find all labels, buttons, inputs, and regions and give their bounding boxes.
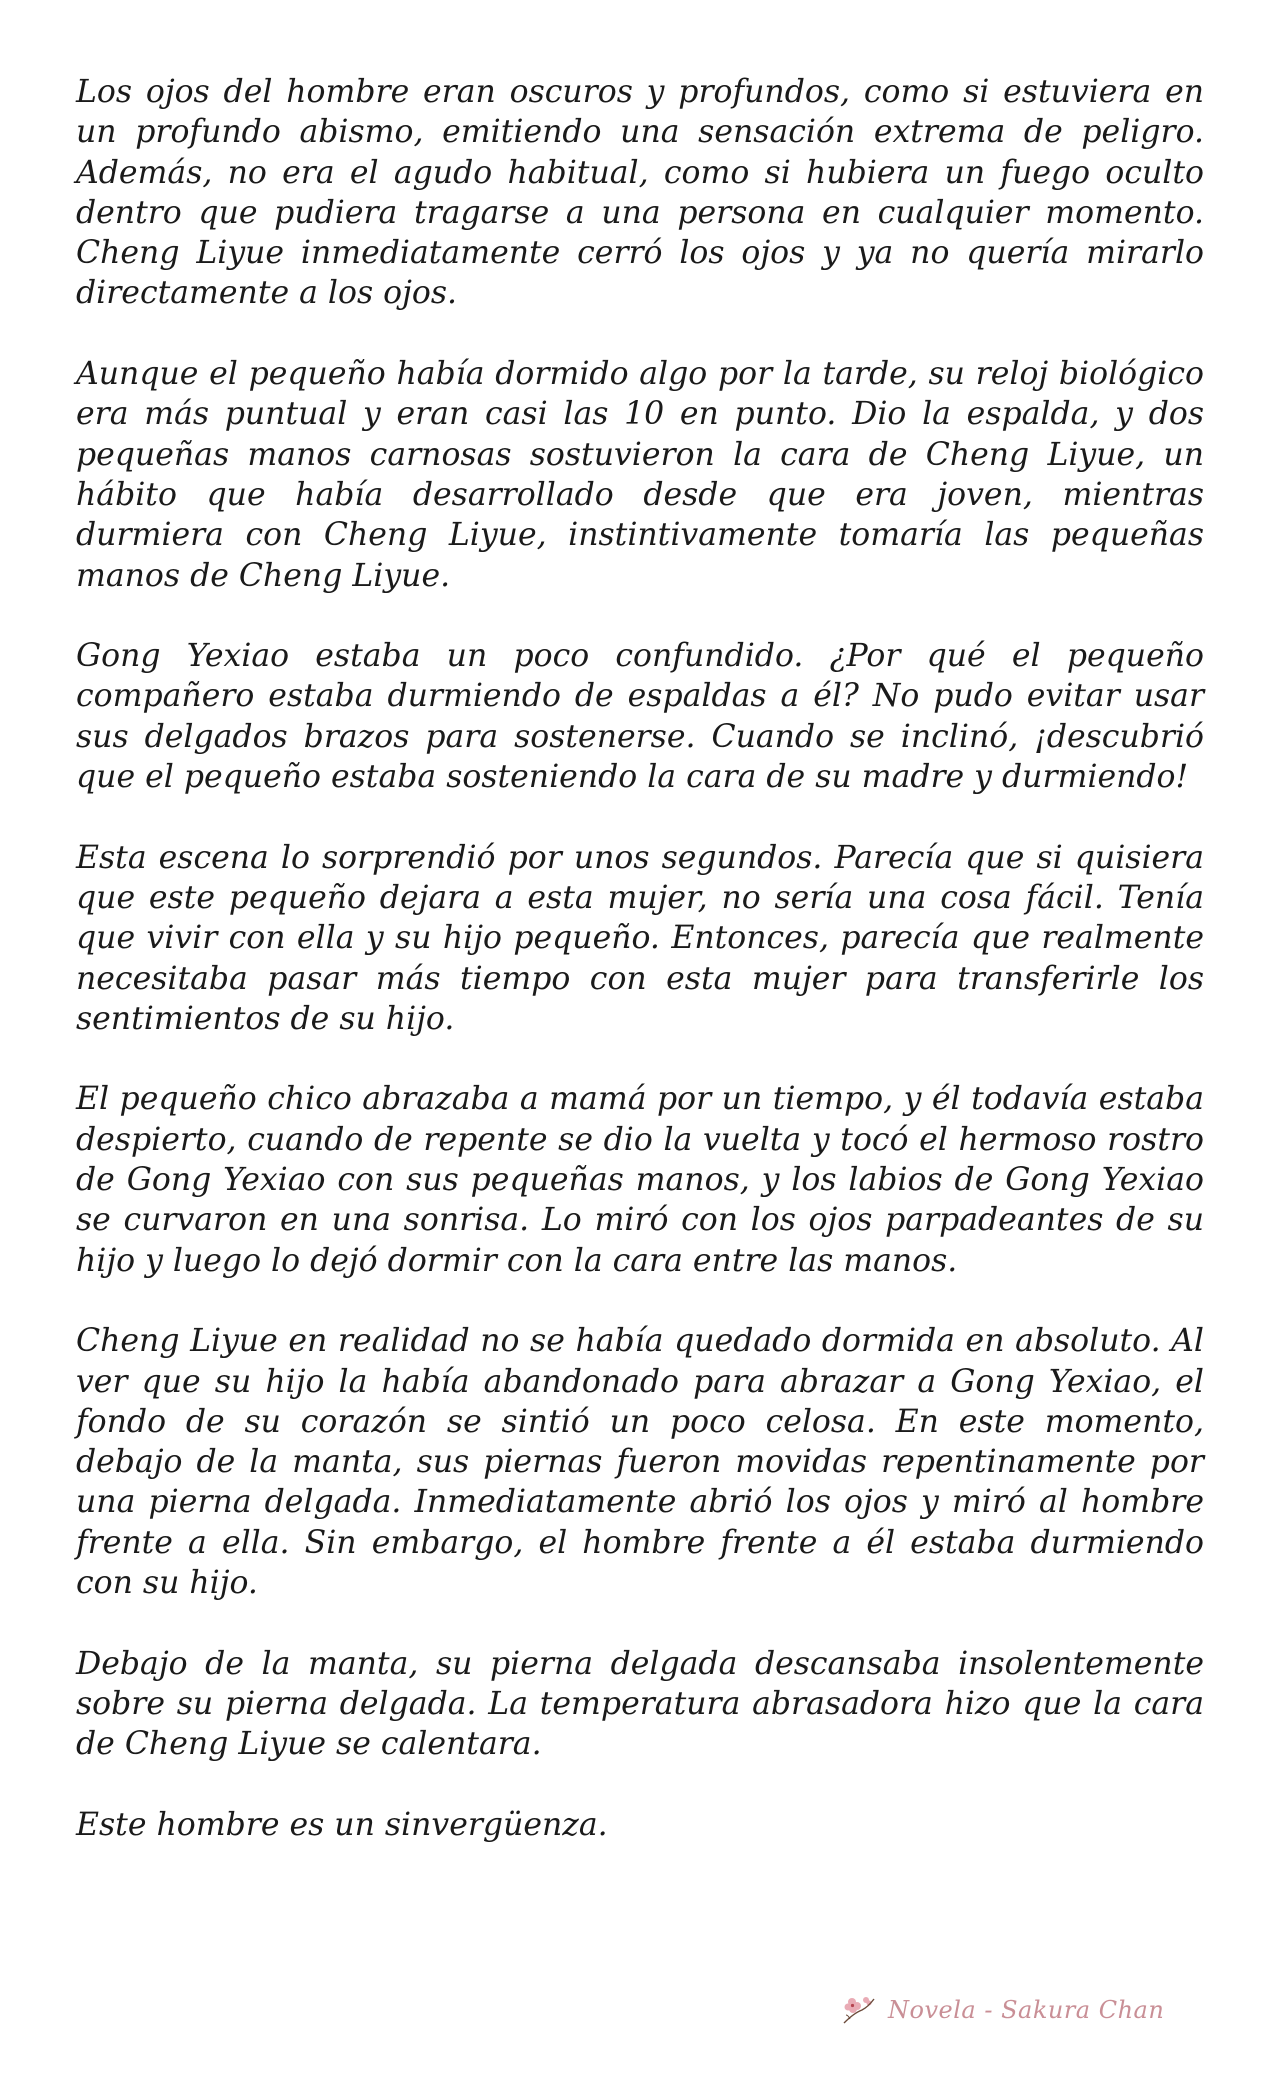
watermark <box>840 1990 1164 2030</box>
paragraph-4: Esta escena lo sorprendió por unos segundos. Parecía que si quisiera que este pequeño dejara a esta mujer, no sería una cosa fácil. Tenía que vivir con ella y su hijo pequeño. Entonces, parecía que realmente necesitaba pasar más tiempo con esta mujer para transferirle los sentimientos de su hijo. <box>76 839 1204 1037</box>
paragraph-8: Este hombre es un sinvergüenza. <box>76 1806 608 1843</box>
watermark-text: Novela - Sakura Chan <box>888 1996 1165 2024</box>
paragraph-2: Aunque el pequeño había dormido algo por la tarde, su reloj biológico era más puntual y eran casi las 10 en punto. Dio la espalda, y dos pequeñas manos carnosas sostuvieron la cara de Cheng Liyue, un hábito que había desarrollado desde que era joven, mientras durmiera con Cheng Liyue, instintivamente tomaría las pequeñas manos de Cheng Liyue. <box>76 356 1204 594</box>
paragraph-3: Gong Yexiao estaba un poco confundido. ¿Por qué el pequeño compañero estaba durmiendo de espaldas a él? No pudo evitar usar sus delgados brazos para sostenerse. Cuando se inclinó, ¡descubrió que el pequeño estaba sosteniendo la cara de su madre y durmiendo! <box>76 638 1204 796</box>
paragraph-6: Cheng Liyue en realidad no se había quedado dormida en absoluto. Al ver que su hijo la había abandonado para abrazar a Gong Yexiao, el fondo de su corazón se sintió un poco celosa. En este momento, debajo de la manta, sus piernas fueron movidas repentinamente por una pierna delgada. Inmediatamente abrió los ojos y miró al hombre frente a ella. Sin embargo, el hombre frente a él estaba durmiendo con su hijo. <box>76 1323 1204 1601</box>
paragraph-7: Debajo de la manta, su pierna delgada descansaba insolentemente sobre su pierna delgada. La temperatura abrasadora hizo que la cara de Cheng Liyue se calentara. <box>76 1645 1204 1763</box>
document-body <box>76 72 1204 1885</box>
sakura-blossom-icon <box>840 1993 878 2027</box>
paragraph-1: Los ojos del hombre eran oscuros y profundos, como si estuviera en un profundo abismo, emitiendo una sensación extrema de peligro. Además, no era el agudo habitual, como si hubiera un fuego oculto dentro que pudiera tragarse a una persona en cualquier momento. Cheng Liyue inmediatamente cerró los ojos y ya no quería mirarlo directamente a los ojos. <box>76 74 1204 312</box>
paragraph-5: El pequeño chico abrazaba a mamá por un tiempo, y él todavía estaba despierto, cuando de repente se dio la vuelta y tocó el hermoso rostro de Gong Yexiao con sus pequeñas manos, y los labios de Gong Yexiao se curvaron en una sonrisa. Lo miró con los ojos parpadeantes de su hijo y luego lo dejó dormir con la cara entre las manos. <box>76 1081 1204 1279</box>
